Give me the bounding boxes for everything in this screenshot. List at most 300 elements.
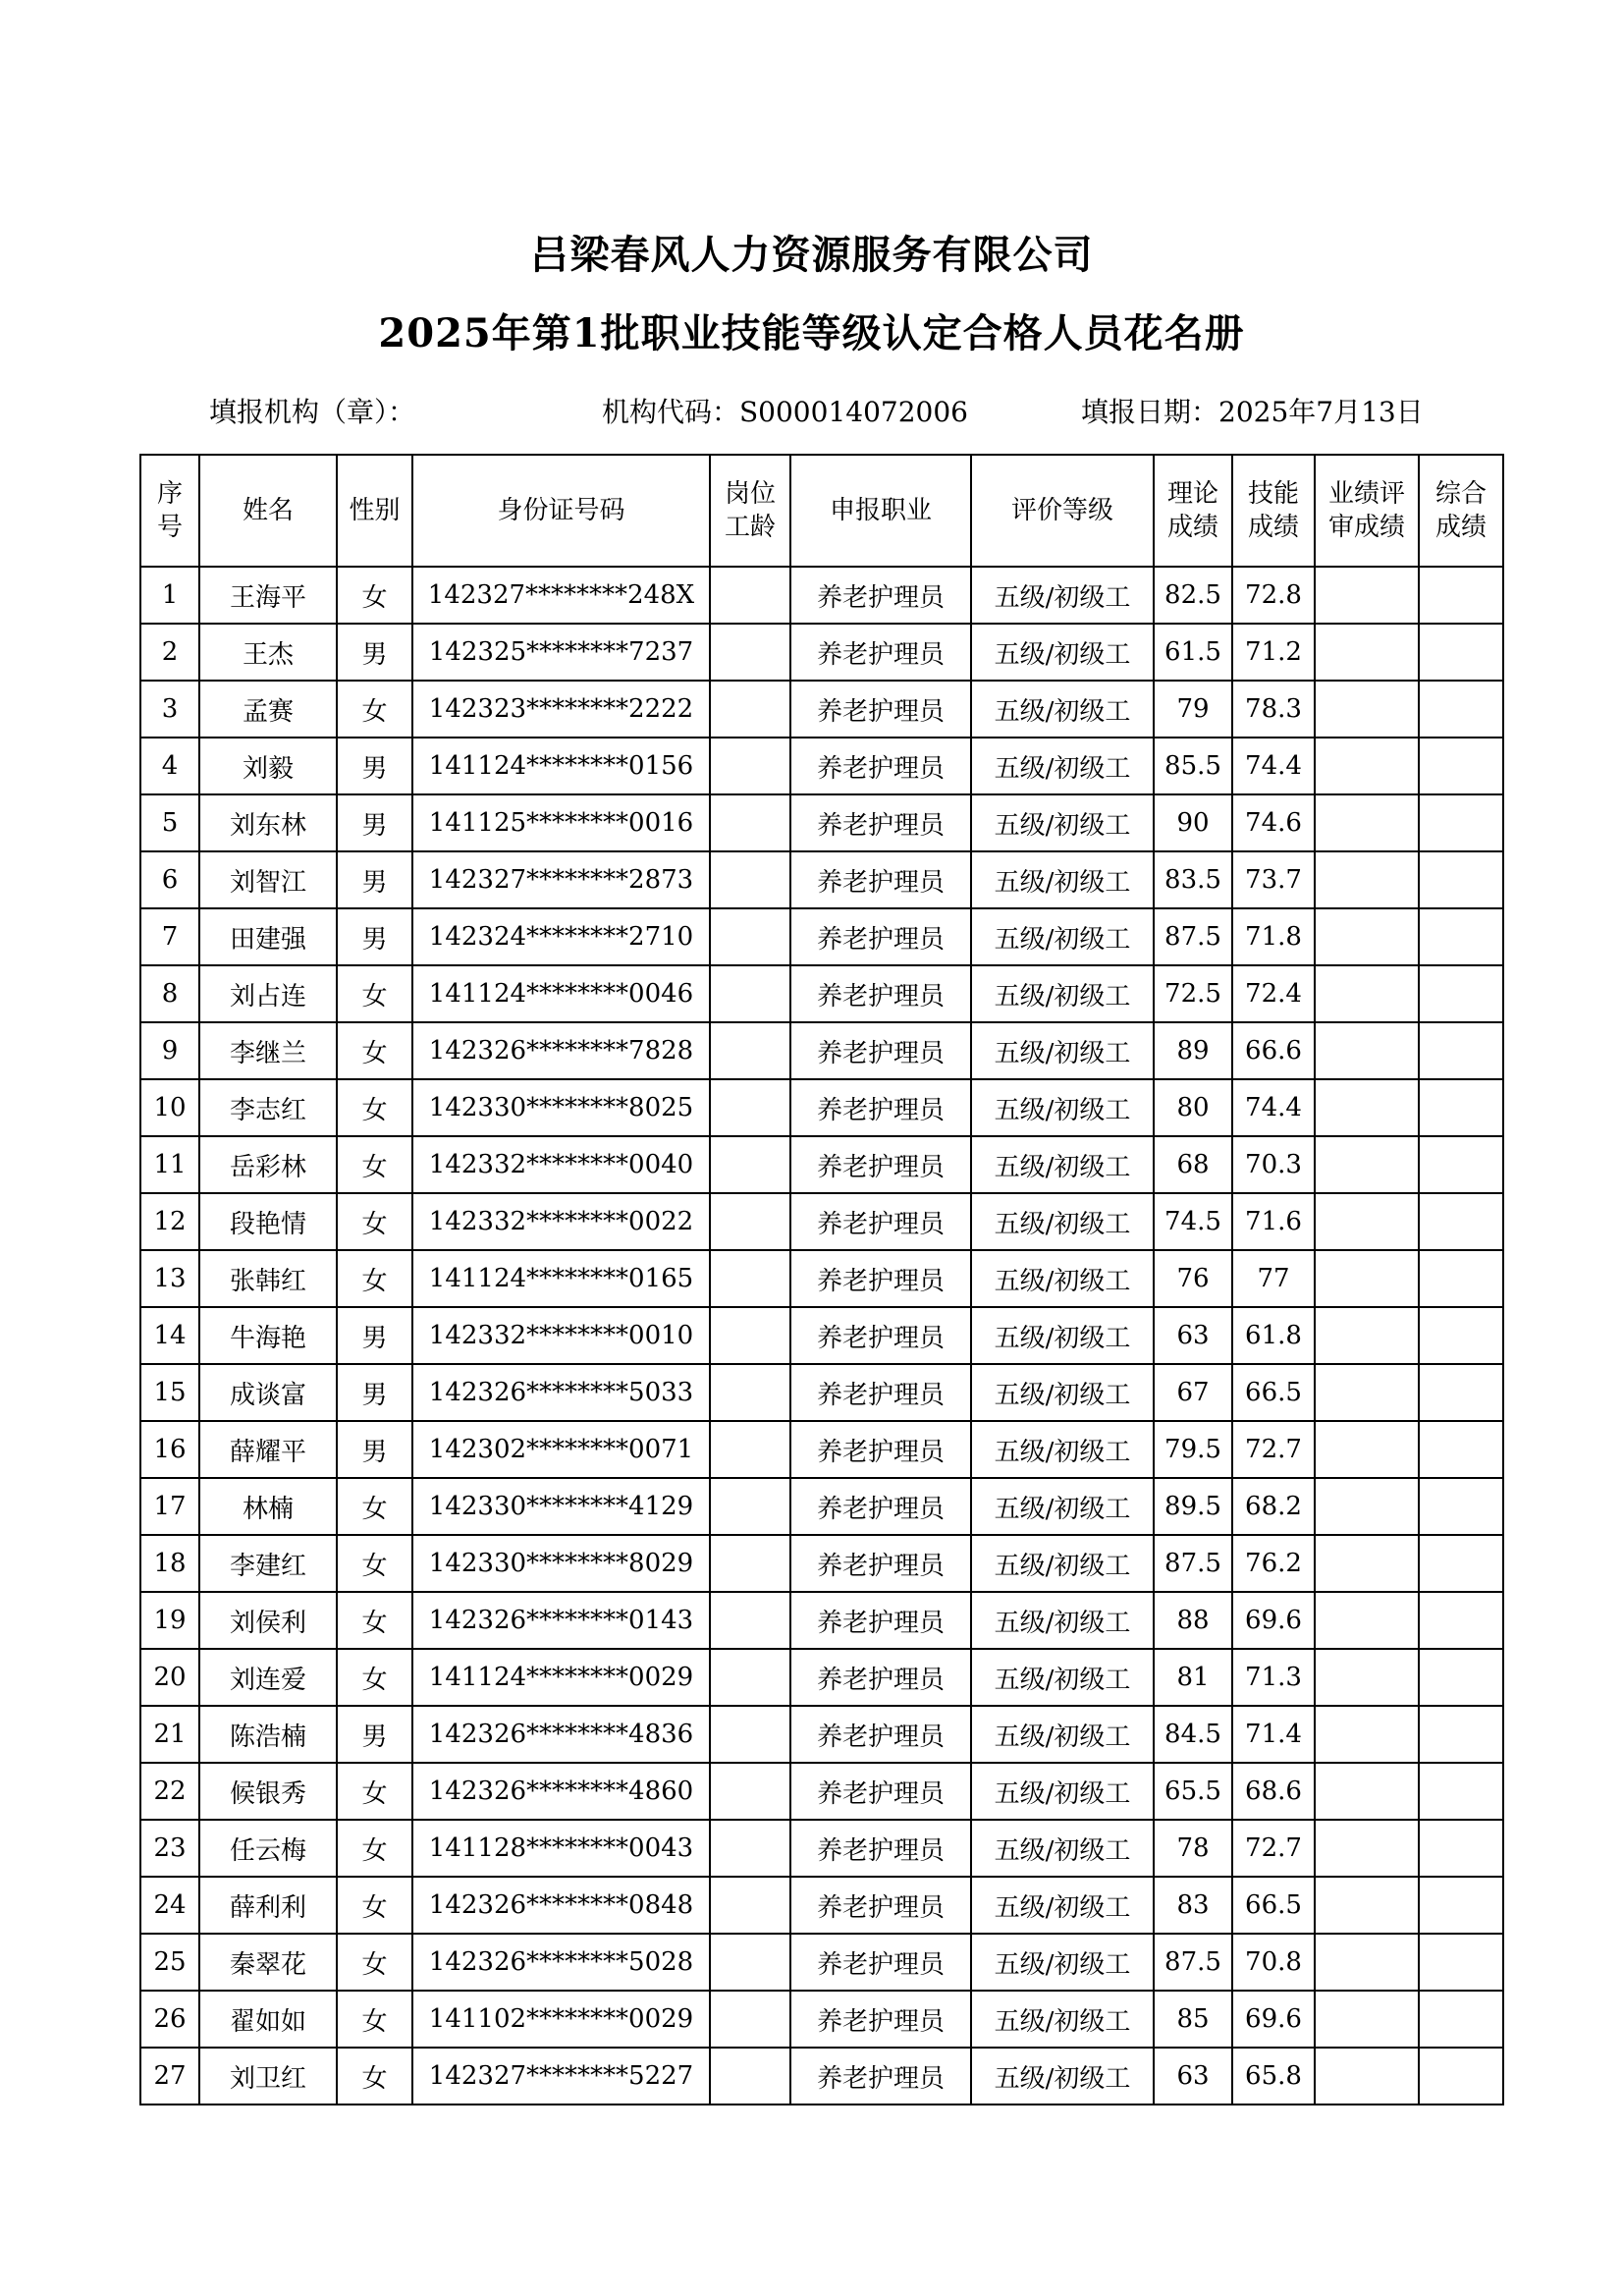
- cell-seq: 1: [140, 567, 199, 624]
- cell-theory-score: 74.5: [1154, 1193, 1232, 1250]
- cell-seq: 20: [140, 1649, 199, 1706]
- cell-skill-score: 69.6: [1232, 1592, 1315, 1649]
- cell-years: [710, 1535, 790, 1592]
- cell-skill-score: 71.6: [1232, 1193, 1315, 1250]
- cell-performance-score: [1315, 1307, 1419, 1364]
- cell-id-number: 142327********2873: [412, 851, 710, 908]
- cell-gender: 女: [337, 1193, 412, 1250]
- cell-performance-score: [1315, 1478, 1419, 1535]
- table-row: [140, 1022, 1503, 1079]
- cell-skill-score: 76.2: [1232, 1535, 1315, 1592]
- cell-seq: 13: [140, 1250, 199, 1307]
- cell-gender: 男: [337, 1421, 412, 1478]
- cell-skill-score: 70.3: [1232, 1136, 1315, 1193]
- cell-seq: 16: [140, 1421, 199, 1478]
- cell-id-number: 142326********7828: [412, 1022, 710, 1079]
- cell-occupation: 养老护理员: [790, 1250, 971, 1307]
- cell-total-score: [1419, 1763, 1503, 1820]
- cell-skill-score: 69.6: [1232, 1991, 1315, 2048]
- cell-name: 刘毅: [199, 738, 337, 794]
- cell-total-score: [1419, 681, 1503, 738]
- cell-level: 五级/初级工: [971, 1022, 1154, 1079]
- cell-level: 五级/初级工: [971, 1991, 1154, 2048]
- cell-skill-score: 77: [1232, 1250, 1315, 1307]
- header-performance-score: 业绩评 审成绩: [1315, 455, 1419, 567]
- roster-table: [139, 454, 1504, 2105]
- cell-id-number: 142327********5227: [412, 2048, 710, 2105]
- cell-skill-score: 73.7: [1232, 851, 1315, 908]
- org-code: 机构代码：S000014072006: [602, 396, 968, 428]
- cell-occupation: 养老护理员: [790, 1706, 971, 1763]
- cell-seq: 15: [140, 1364, 199, 1421]
- cell-occupation: 养老护理员: [790, 794, 971, 851]
- cell-gender: 女: [337, 1478, 412, 1535]
- cell-gender: 女: [337, 681, 412, 738]
- table-row: [140, 1592, 1503, 1649]
- cell-total-score: [1419, 1820, 1503, 1877]
- cell-seq: 6: [140, 851, 199, 908]
- cell-name: 李志红: [199, 1079, 337, 1136]
- cell-theory-score: 63: [1154, 2048, 1232, 2105]
- cell-skill-score: 71.4: [1232, 1706, 1315, 1763]
- cell-performance-score: [1315, 1079, 1419, 1136]
- cell-level: 五级/初级工: [971, 1478, 1154, 1535]
- cell-occupation: 养老护理员: [790, 1877, 971, 1934]
- cell-years: [710, 1934, 790, 1991]
- cell-performance-score: [1315, 2048, 1419, 2105]
- cell-years: [710, 1364, 790, 1421]
- cell-years: [710, 1079, 790, 1136]
- cell-seq: 18: [140, 1535, 199, 1592]
- cell-occupation: 养老护理员: [790, 1820, 971, 1877]
- cell-performance-score: [1315, 1022, 1419, 1079]
- cell-level: 五级/初级工: [971, 1820, 1154, 1877]
- cell-level: 五级/初级工: [971, 1535, 1154, 1592]
- cell-performance-score: [1315, 965, 1419, 1022]
- cell-years: [710, 1250, 790, 1307]
- table-row: [140, 1136, 1503, 1193]
- cell-id-number: 141125********0016: [412, 794, 710, 851]
- cell-level: 五级/初级工: [971, 1877, 1154, 1934]
- cell-gender: 女: [337, 1079, 412, 1136]
- cell-skill-score: 71.8: [1232, 908, 1315, 965]
- cell-occupation: 养老护理员: [790, 1991, 971, 2048]
- table-row: [140, 1991, 1503, 2048]
- cell-occupation: 养老护理员: [790, 1478, 971, 1535]
- cell-seq: 23: [140, 1820, 199, 1877]
- cell-name: 刘连爱: [199, 1649, 337, 1706]
- cell-skill-score: 74.4: [1232, 738, 1315, 794]
- cell-level: 五级/初级工: [971, 681, 1154, 738]
- cell-theory-score: 85: [1154, 1991, 1232, 2048]
- cell-years: [710, 1763, 790, 1820]
- cell-seq: 17: [140, 1478, 199, 1535]
- table-row: [140, 624, 1503, 681]
- cell-name: 成谈富: [199, 1364, 337, 1421]
- cell-theory-score: 85.5: [1154, 738, 1232, 794]
- cell-years: [710, 2048, 790, 2105]
- cell-years: [710, 965, 790, 1022]
- cell-gender: 男: [337, 738, 412, 794]
- cell-id-number: 142332********0022: [412, 1193, 710, 1250]
- cell-occupation: 养老护理员: [790, 1535, 971, 1592]
- cell-theory-score: 87.5: [1154, 1535, 1232, 1592]
- header-seq: 序 号: [140, 455, 199, 567]
- cell-level: 五级/初级工: [971, 1763, 1154, 1820]
- cell-theory-score: 83.5: [1154, 851, 1232, 908]
- cell-years: [710, 738, 790, 794]
- cell-gender: 女: [337, 1649, 412, 1706]
- cell-name: 候银秀: [199, 1763, 337, 1820]
- cell-years: [710, 1478, 790, 1535]
- cell-skill-score: 66.6: [1232, 1022, 1315, 1079]
- cell-id-number: 142326********0848: [412, 1877, 710, 1934]
- cell-name: 田建强: [199, 908, 337, 965]
- cell-name: 李建红: [199, 1535, 337, 1592]
- cell-total-score: [1419, 1079, 1503, 1136]
- cell-theory-score: 81: [1154, 1649, 1232, 1706]
- cell-theory-score: 80: [1154, 1079, 1232, 1136]
- cell-performance-score: [1315, 1592, 1419, 1649]
- table-row: [140, 794, 1503, 851]
- cell-skill-score: 66.5: [1232, 1877, 1315, 1934]
- cell-occupation: 养老护理员: [790, 1079, 971, 1136]
- cell-gender: 女: [337, 1022, 412, 1079]
- cell-occupation: 养老护理员: [790, 1307, 971, 1364]
- cell-seq: 27: [140, 2048, 199, 2105]
- cell-occupation: 养老护理员: [790, 1592, 971, 1649]
- cell-years: [710, 567, 790, 624]
- header-id-number: 身份证号码: [412, 455, 710, 567]
- header-total-score: 综合 成绩: [1419, 455, 1503, 567]
- table-row: [140, 738, 1503, 794]
- cell-id-number: 142325********7237: [412, 624, 710, 681]
- cell-skill-score: 74.6: [1232, 794, 1315, 851]
- cell-id-number: 142330********8025: [412, 1079, 710, 1136]
- cell-skill-score: 74.4: [1232, 1079, 1315, 1136]
- cell-name: 王海平: [199, 567, 337, 624]
- cell-name: 岳彩林: [199, 1136, 337, 1193]
- cell-name: 陈浩楠: [199, 1706, 337, 1763]
- cell-years: [710, 1877, 790, 1934]
- cell-occupation: 养老护理员: [790, 908, 971, 965]
- cell-gender: 男: [337, 1307, 412, 1364]
- cell-years: [710, 624, 790, 681]
- cell-name: 刘卫红: [199, 2048, 337, 2105]
- cell-name: 牛海艳: [199, 1307, 337, 1364]
- cell-seq: 12: [140, 1193, 199, 1250]
- table-row: [140, 1079, 1503, 1136]
- cell-level: 五级/初级工: [971, 1421, 1154, 1478]
- cell-total-score: [1419, 1364, 1503, 1421]
- cell-level: 五级/初级工: [971, 1934, 1154, 1991]
- cell-name: 任云梅: [199, 1820, 337, 1877]
- cell-occupation: 养老护理员: [790, 681, 971, 738]
- cell-seq: 7: [140, 908, 199, 965]
- cell-years: [710, 1592, 790, 1649]
- cell-skill-score: 72.4: [1232, 965, 1315, 1022]
- cell-performance-score: [1315, 1877, 1419, 1934]
- cell-seq: 22: [140, 1763, 199, 1820]
- cell-theory-score: 78: [1154, 1820, 1232, 1877]
- cell-name: 李继兰: [199, 1022, 337, 1079]
- cell-id-number: 142324********2710: [412, 908, 710, 965]
- document-title: 吕梁春风人力资源服务有限公司: [529, 232, 1094, 278]
- header-theory-score: 理论 成绩: [1154, 455, 1232, 567]
- cell-performance-score: [1315, 1421, 1419, 1478]
- table-row: [140, 1193, 1503, 1250]
- cell-theory-score: 79: [1154, 681, 1232, 738]
- cell-skill-score: 72.8: [1232, 567, 1315, 624]
- cell-skill-score: 66.5: [1232, 1364, 1315, 1421]
- cell-gender: 女: [337, 1820, 412, 1877]
- cell-performance-score: [1315, 851, 1419, 908]
- cell-skill-score: 78.3: [1232, 681, 1315, 738]
- table-header-row: [140, 455, 1503, 567]
- cell-id-number: 142326********4836: [412, 1706, 710, 1763]
- cell-name: 孟赛: [199, 681, 337, 738]
- cell-name: 秦翠花: [199, 1934, 337, 1991]
- table-row: [140, 1421, 1503, 1478]
- cell-total-score: [1419, 1193, 1503, 1250]
- cell-id-number: 142326********0143: [412, 1592, 710, 1649]
- cell-performance-score: [1315, 1193, 1419, 1250]
- header-years: 岗位 工龄: [710, 455, 790, 567]
- cell-id-number: 142323********2222: [412, 681, 710, 738]
- cell-seq: 25: [140, 1934, 199, 1991]
- cell-total-score: [1419, 1478, 1503, 1535]
- cell-total-score: [1419, 1592, 1503, 1649]
- cell-total-score: [1419, 1022, 1503, 1079]
- cell-theory-score: 82.5: [1154, 567, 1232, 624]
- table-row: [140, 1535, 1503, 1592]
- table-row: [140, 851, 1503, 908]
- cell-name: 林楠: [199, 1478, 337, 1535]
- table-row: [140, 908, 1503, 965]
- cell-occupation: 养老护理员: [790, 1022, 971, 1079]
- cell-years: [710, 1649, 790, 1706]
- cell-total-score: [1419, 1307, 1503, 1364]
- cell-id-number: 142332********0010: [412, 1307, 710, 1364]
- cell-seq: 21: [140, 1706, 199, 1763]
- cell-performance-score: [1315, 908, 1419, 965]
- cell-years: [710, 1421, 790, 1478]
- cell-seq: 10: [140, 1079, 199, 1136]
- cell-total-score: [1419, 1535, 1503, 1592]
- cell-level: 五级/初级工: [971, 1307, 1154, 1364]
- cell-gender: 女: [337, 1991, 412, 2048]
- cell-occupation: 养老护理员: [790, 738, 971, 794]
- cell-theory-score: 90: [1154, 794, 1232, 851]
- cell-gender: 女: [337, 965, 412, 1022]
- cell-theory-score: 67: [1154, 1364, 1232, 1421]
- cell-id-number: 142330********8029: [412, 1535, 710, 1592]
- cell-years: [710, 1022, 790, 1079]
- cell-skill-score: 72.7: [1232, 1421, 1315, 1478]
- cell-seq: 2: [140, 624, 199, 681]
- cell-occupation: 养老护理员: [790, 1649, 971, 1706]
- cell-performance-score: [1315, 794, 1419, 851]
- cell-theory-score: 88: [1154, 1592, 1232, 1649]
- table-row: [140, 1934, 1503, 1991]
- cell-performance-score: [1315, 681, 1419, 738]
- table-row: [140, 1364, 1503, 1421]
- header-skill-score: 技能 成绩: [1232, 455, 1315, 567]
- cell-theory-score: 87.5: [1154, 908, 1232, 965]
- cell-years: [710, 1991, 790, 2048]
- cell-id-number: 141124********0046: [412, 965, 710, 1022]
- cell-years: [710, 1706, 790, 1763]
- cell-seq: 3: [140, 681, 199, 738]
- table-row: [140, 965, 1503, 1022]
- cell-total-score: [1419, 908, 1503, 965]
- cell-id-number: 142332********0040: [412, 1136, 710, 1193]
- cell-level: 五级/初级工: [971, 1193, 1154, 1250]
- cell-name: 段艳情: [199, 1193, 337, 1250]
- cell-performance-score: [1315, 1136, 1419, 1193]
- cell-performance-score: [1315, 1250, 1419, 1307]
- cell-name: 刘智江: [199, 851, 337, 908]
- cell-occupation: 养老护理员: [790, 1364, 971, 1421]
- cell-performance-score: [1315, 1763, 1419, 1820]
- cell-theory-score: 89.5: [1154, 1478, 1232, 1535]
- cell-total-score: [1419, 1421, 1503, 1478]
- header-level: 评价等级: [971, 455, 1154, 567]
- cell-gender: 男: [337, 1364, 412, 1421]
- cell-years: [710, 1307, 790, 1364]
- cell-occupation: 养老护理员: [790, 1193, 971, 1250]
- cell-occupation: 养老护理员: [790, 624, 971, 681]
- document-subtitle: 2025年第1批职业技能等级认定合格人员花名册: [378, 310, 1245, 356]
- cell-theory-score: 84.5: [1154, 1706, 1232, 1763]
- table-row: [140, 2048, 1503, 2105]
- cell-performance-score: [1315, 624, 1419, 681]
- cell-total-score: [1419, 1706, 1503, 1763]
- cell-name: 薛利利: [199, 1877, 337, 1934]
- cell-total-score: [1419, 567, 1503, 624]
- cell-seq: 5: [140, 794, 199, 851]
- filing-org-label: 填报机构（章）：: [209, 396, 416, 428]
- cell-occupation: 养老护理员: [790, 1421, 971, 1478]
- header-gender: 性别: [337, 455, 412, 567]
- cell-total-score: [1419, 851, 1503, 908]
- cell-years: [710, 681, 790, 738]
- cell-years: [710, 794, 790, 851]
- cell-occupation: 养老护理员: [790, 1934, 971, 1991]
- cell-seq: 19: [140, 1592, 199, 1649]
- cell-name: 王杰: [199, 624, 337, 681]
- cell-level: 五级/初级工: [971, 1136, 1154, 1193]
- cell-theory-score: 87.5: [1154, 1934, 1232, 1991]
- cell-seq: 9: [140, 1022, 199, 1079]
- cell-level: 五级/初级工: [971, 1706, 1154, 1763]
- cell-total-score: [1419, 1649, 1503, 1706]
- cell-id-number: 142326********4860: [412, 1763, 710, 1820]
- cell-id-number: 142330********4129: [412, 1478, 710, 1535]
- cell-level: 五级/初级工: [971, 624, 1154, 681]
- cell-name: 翟如如: [199, 1991, 337, 2048]
- cell-occupation: 养老护理员: [790, 965, 971, 1022]
- table-row: [140, 1478, 1503, 1535]
- cell-years: [710, 1136, 790, 1193]
- cell-name: 刘侯利: [199, 1592, 337, 1649]
- cell-total-score: [1419, 1934, 1503, 1991]
- cell-theory-score: 79.5: [1154, 1421, 1232, 1478]
- cell-theory-score: 63: [1154, 1307, 1232, 1364]
- cell-gender: 女: [337, 567, 412, 624]
- cell-theory-score: 76: [1154, 1250, 1232, 1307]
- cell-theory-score: 72.5: [1154, 965, 1232, 1022]
- cell-gender: 女: [337, 1934, 412, 1991]
- cell-theory-score: 89: [1154, 1022, 1232, 1079]
- cell-level: 五级/初级工: [971, 567, 1154, 624]
- cell-gender: 男: [337, 908, 412, 965]
- cell-skill-score: 72.7: [1232, 1820, 1315, 1877]
- cell-total-score: [1419, 794, 1503, 851]
- cell-total-score: [1419, 2048, 1503, 2105]
- table-row: [140, 1706, 1503, 1763]
- table-row: [140, 681, 1503, 738]
- cell-gender: 男: [337, 624, 412, 681]
- cell-skill-score: 71.2: [1232, 624, 1315, 681]
- cell-gender: 男: [337, 1706, 412, 1763]
- cell-total-score: [1419, 1877, 1503, 1934]
- cell-level: 五级/初级工: [971, 1364, 1154, 1421]
- cell-years: [710, 908, 790, 965]
- cell-total-score: [1419, 965, 1503, 1022]
- cell-id-number: 142327********248X: [412, 567, 710, 624]
- cell-theory-score: 61.5: [1154, 624, 1232, 681]
- table-row: [140, 1820, 1503, 1877]
- cell-performance-score: [1315, 1706, 1419, 1763]
- cell-total-score: [1419, 1136, 1503, 1193]
- cell-occupation: 养老护理员: [790, 1763, 971, 1820]
- cell-skill-score: 61.8: [1232, 1307, 1315, 1364]
- cell-skill-score: 70.8: [1232, 1934, 1315, 1991]
- cell-gender: 女: [337, 1763, 412, 1820]
- cell-level: 五级/初级工: [971, 965, 1154, 1022]
- cell-total-score: [1419, 738, 1503, 794]
- cell-years: [710, 1193, 790, 1250]
- cell-performance-score: [1315, 1364, 1419, 1421]
- cell-gender: 女: [337, 1136, 412, 1193]
- cell-skill-score: 71.3: [1232, 1649, 1315, 1706]
- cell-id-number: 142326********5028: [412, 1934, 710, 1991]
- cell-skill-score: 68.6: [1232, 1763, 1315, 1820]
- cell-id-number: 141102********0029: [412, 1991, 710, 2048]
- cell-performance-score: [1315, 1649, 1419, 1706]
- cell-level: 五级/初级工: [971, 1649, 1154, 1706]
- table-row: [140, 1250, 1503, 1307]
- cell-occupation: 养老护理员: [790, 2048, 971, 2105]
- cell-total-score: [1419, 624, 1503, 681]
- cell-performance-score: [1315, 1991, 1419, 2048]
- cell-seq: 11: [140, 1136, 199, 1193]
- cell-gender: 女: [337, 1592, 412, 1649]
- cell-gender: 女: [337, 1877, 412, 1934]
- cell-occupation: 养老护理员: [790, 851, 971, 908]
- table-row: [140, 567, 1503, 624]
- cell-gender: 女: [337, 1250, 412, 1307]
- cell-seq: 26: [140, 1991, 199, 2048]
- cell-performance-score: [1315, 1820, 1419, 1877]
- cell-skill-score: 68.2: [1232, 1478, 1315, 1535]
- cell-name: 刘占连: [199, 965, 337, 1022]
- table-row: [140, 1307, 1503, 1364]
- cell-name: 刘东林: [199, 794, 337, 851]
- table-row: [140, 1763, 1503, 1820]
- cell-id-number: 141124********0165: [412, 1250, 710, 1307]
